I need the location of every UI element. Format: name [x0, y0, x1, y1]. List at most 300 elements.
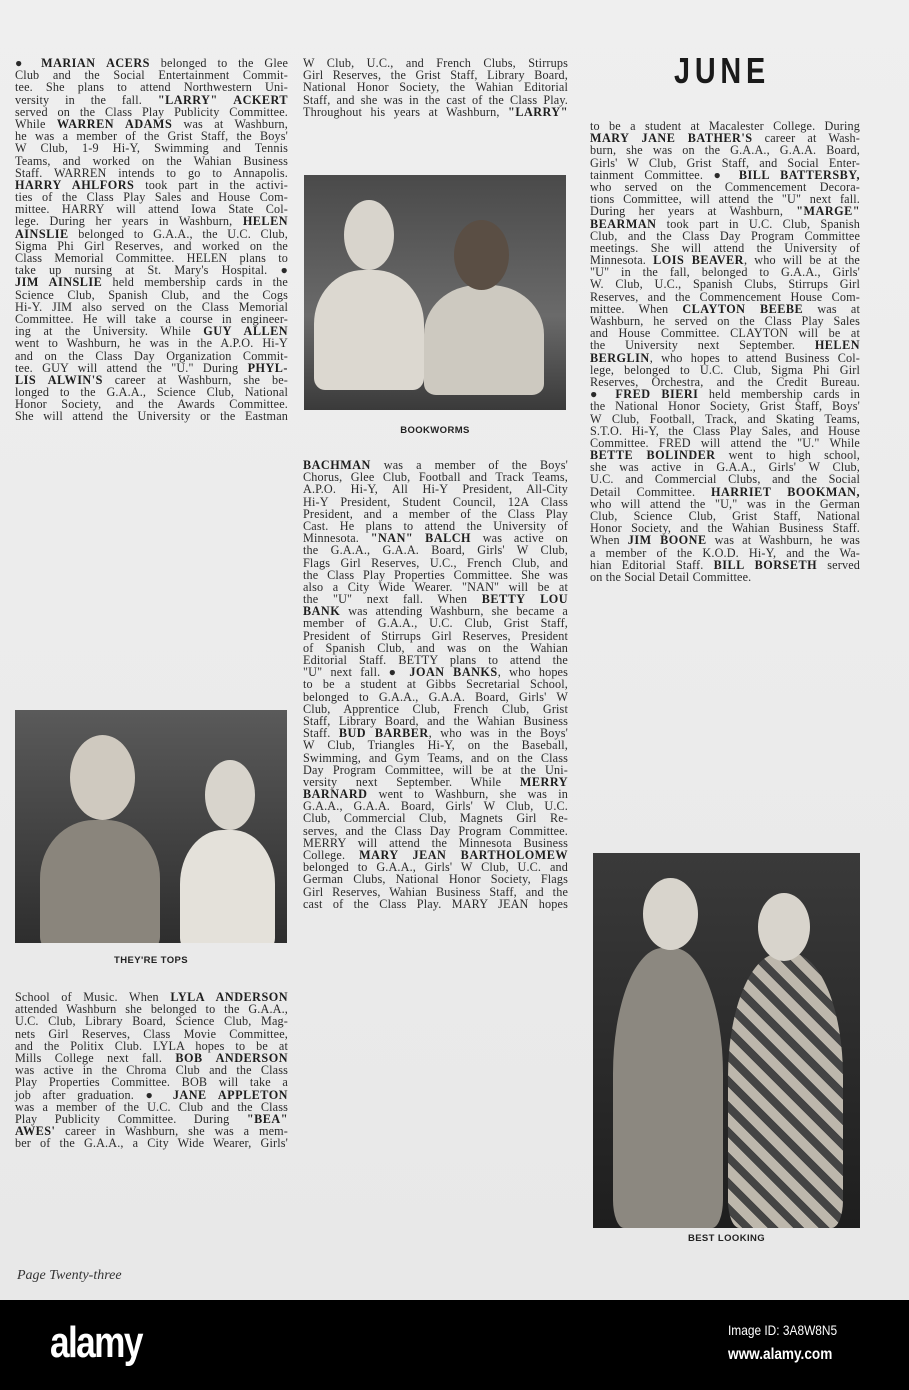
student-name: "MARGE" [796, 204, 860, 219]
text-run: W Club, U.C., and French Clubs, Stirrups [303, 56, 568, 70]
text-line [15, 272, 288, 290]
student-name: BARNARD [303, 787, 368, 802]
text-run: Club, Science Club, Grist Staff, National [590, 509, 860, 523]
text-line [15, 236, 288, 253]
text-line [15, 151, 288, 168]
text-run: was a member of the Boys' [370, 458, 568, 472]
text-line [590, 446, 860, 463]
text-line [15, 163, 288, 180]
text-line [590, 434, 860, 450]
text-line [15, 346, 288, 363]
text-line [590, 117, 860, 133]
text-line [15, 114, 288, 131]
student-name: MARIAN ACERS [41, 56, 150, 70]
text-line [15, 370, 288, 387]
text-run: went to Washburn, he was in the A.P.O. Hi-Y [15, 336, 288, 351]
text-run: on the Social Detail Committee. [590, 569, 752, 584]
watermark-footer [0, 1300, 909, 1390]
text-run: During her years at Washburn, [590, 204, 797, 219]
text-run: who will attend the "U," was in the German [590, 496, 860, 511]
text-line [590, 507, 860, 523]
text-run: President, and a member of the Class Play [303, 506, 568, 521]
text-line [303, 772, 568, 789]
text-run: member of G.A.A., U.C. Club, Grist Staff, [303, 616, 568, 631]
text-line [15, 1072, 288, 1090]
text-run: , who hopes [497, 665, 569, 680]
text-line [15, 285, 288, 302]
text-run: he was a member of the Grist Staff, the Boys' [15, 129, 288, 144]
text-run: ing at the University. While [15, 324, 204, 339]
text-line [590, 336, 860, 353]
text-run: Club, and the Class Day Program Committee [590, 228, 860, 243]
text-line [303, 760, 568, 777]
text-line [15, 199, 288, 217]
text-run: U.C. and Commercial Clubs, and the Social [590, 472, 860, 487]
text-run: Girls' W Club, Grist Staff, and Social Enter- [590, 155, 860, 170]
text-run: Girl Reserves, the Grist Staff, Library Board, [303, 68, 568, 83]
text-run: also a City Wide Wearer. "NAN" will be at [303, 579, 568, 594]
text-line [15, 175, 288, 192]
text-line [590, 483, 860, 499]
student-name: AWES' [15, 1124, 56, 1139]
text-run: Throughout his years at Washburn, [303, 104, 509, 119]
text-line [15, 138, 288, 156]
text-line [15, 1036, 288, 1053]
text-run: Girl Reserves, Wahian Business Staff, and the [303, 884, 568, 899]
text-line [303, 77, 568, 95]
column-2-bottom-text [303, 455, 569, 911]
text-line [15, 1048, 288, 1065]
student-name: BEARMAN [590, 216, 657, 231]
text-line [303, 638, 568, 655]
text-run: ● [15, 56, 42, 70]
student-name: BUD BARBER [338, 726, 429, 741]
text-run: versity next September. While [303, 774, 520, 789]
text-line [303, 699, 568, 716]
text-line [303, 613, 568, 631]
text-line [590, 324, 860, 341]
text-line [590, 410, 860, 426]
text-run: was at Washburn, [172, 116, 288, 131]
text-run: ● [590, 387, 616, 402]
text-run: Day Program Committee, will be at the Uni- [303, 762, 568, 777]
text-line [303, 102, 568, 119]
student-name: HARRIET BOOKMAN, [710, 484, 860, 499]
column-3-text [590, 117, 861, 584]
text-run: career at Wash- [752, 131, 860, 146]
text-run: Play Publicity Committee. During [15, 1111, 247, 1126]
text-run: School of Music. When [15, 990, 171, 1004]
text-line [303, 516, 568, 533]
student-name: BERGLIN [590, 350, 650, 365]
text-run: W Club, 1-9 Hi-Y, Swimming and Tennis [15, 141, 288, 156]
text-line [303, 626, 568, 643]
text-run: Flags Girl Reserves, U.C., French Club, and [303, 555, 568, 570]
text-line [15, 53, 289, 70]
alamy-logo: alamy [50, 1318, 142, 1367]
text-line [590, 495, 860, 511]
text-run: serves, and the Class Day Program Committee. [303, 823, 568, 838]
column-1-bottom-text [15, 987, 289, 1151]
page-number: Page Twenty-three [17, 1268, 122, 1283]
photo-bookworms [304, 175, 566, 410]
text-line [303, 894, 568, 911]
text-line [303, 553, 568, 570]
text-run: served [817, 557, 860, 572]
text-run: to be a student at Macalester College. During [590, 119, 860, 133]
text-line [590, 275, 860, 292]
text-line [303, 821, 568, 838]
text-run: Reserves, Orchestra, and the Credit Bureau. [590, 374, 860, 389]
text-line [303, 808, 568, 826]
text-line [590, 202, 860, 219]
text-line [15, 77, 288, 95]
text-run: she was active in G.A.A., Girls' W Club, [590, 460, 860, 475]
text-line [303, 601, 568, 619]
text-line [303, 540, 568, 558]
student-name: FRED BIERI [615, 387, 699, 402]
text-run: career at Washburn, she be- [102, 372, 288, 387]
text-line [303, 589, 568, 607]
text-run: a member of the K.O.D. Hi-Y, and the Wa- [590, 545, 860, 560]
text-run: German Clubs, National Honor Society, Flags [303, 872, 568, 887]
text-line [590, 288, 860, 304]
text-run: the University next September. [590, 338, 815, 353]
text-run: Staff, and she was in the cast of the Class Play. [303, 92, 568, 107]
student-name: MARY JANE BATHER'S [590, 131, 753, 146]
text-run: took part in the activi- [134, 177, 288, 192]
text-line [590, 263, 860, 280]
text-run: and on the Class Day Organization Commit- [15, 348, 288, 363]
text-line [15, 1097, 288, 1114]
column-1-top-text [15, 53, 289, 424]
text-run: and the Politix Club. LYLA hopes to be at [15, 1038, 288, 1053]
text-line [15, 126, 288, 144]
student-name: "BEA" [246, 1111, 288, 1126]
text-run: Honor Society, and the Awards Committee. [15, 397, 288, 412]
text-run: to be a student at Gibbs Secretarial School, [303, 677, 568, 692]
text-line [303, 723, 568, 741]
text-run: Minnesota. [303, 531, 371, 546]
text-run: attended Washburn she belonged to the G.A.A., [15, 1002, 288, 1017]
text-run: ties of the Class Play Sales and House Com- [15, 190, 288, 205]
text-line [15, 1060, 288, 1078]
text-line [303, 796, 568, 814]
text-run: was at Washburn, he was [706, 533, 861, 548]
student-name: CLAYTON BEEBE [682, 301, 804, 316]
text-line [15, 358, 288, 375]
text-line [15, 187, 288, 205]
text-run: held membership cards in [698, 387, 860, 402]
text-line [303, 687, 568, 704]
text-line [590, 385, 860, 402]
text-run: lege. During her years in Washburn, [15, 214, 243, 229]
text-line [15, 394, 288, 412]
text-line [303, 857, 568, 875]
student-name: BILL BATTERSBY, [738, 167, 860, 182]
text-run: was active on [471, 531, 568, 546]
text-run: Staff. WARREN intends to go to Annapolis. [15, 165, 288, 180]
text-run: While [15, 116, 57, 131]
text-run: Swimming, and Gym Teams, and on the Class [303, 750, 568, 765]
text-run: U.C. Club, Library Board, Science Club, Mag- [15, 1014, 288, 1029]
text-run: the Class Play Properties Committee. She was [303, 567, 568, 582]
text-run: took part in U.C. Club, Spanish [656, 216, 860, 231]
column-2-top-text [303, 53, 568, 119]
text-run: W. Club, U.C., Spanish Clubs, Stirrups Girl [590, 277, 860, 292]
text-line [303, 65, 568, 83]
month-heading: JUNE [674, 50, 771, 91]
text-line [590, 531, 861, 548]
text-run: A.P.O. Hi-Y, All Hi-Y President, All-City [303, 482, 568, 497]
text-run: Washburn, he served on the Class Play Sales [590, 314, 860, 328]
text-run: and House Committee. CLAYTON will be at [590, 326, 860, 341]
student-name: PHYL- [247, 360, 288, 375]
text-line [15, 102, 288, 119]
text-line [590, 239, 860, 255]
text-run: mittee. When [590, 301, 683, 316]
text-run: "U" next fall. ● [303, 665, 410, 680]
text-line [303, 577, 568, 594]
text-run: served on the Class Play Publicity Committee. [15, 104, 288, 119]
photo-theyre-tops [15, 710, 287, 943]
text-run: longed to the G.A.A., Science Club, National [15, 385, 288, 400]
image-id: Image ID: 3A8W8N5 [728, 1322, 838, 1338]
photo-best-looking [593, 853, 860, 1228]
text-line [303, 711, 568, 728]
text-line [15, 382, 288, 400]
student-name: BILL BORSETH [713, 557, 818, 572]
text-line [303, 528, 568, 546]
text-run: the National Honor Society, Grist Staff, Boys' [590, 399, 860, 414]
text-line [15, 406, 288, 424]
text-run: S.T.O. Hi-Y, the Class Play Sales, and House [590, 423, 860, 438]
text-run: "U" in the fall, belonged to G.A.A., Girls' [590, 265, 860, 280]
text-line [15, 333, 288, 351]
text-line [590, 227, 860, 243]
text-run: Minnesota. [590, 253, 654, 268]
text-line [590, 190, 860, 207]
text-line [590, 141, 860, 158]
student-name: HELEN [814, 338, 860, 353]
text-run: Staff. [303, 726, 339, 741]
text-run: tee. GUY will attend the "U." During [15, 360, 248, 375]
text-run: take up nursing at St. Mary's Hospital. ● [15, 263, 288, 278]
student-name: JIM AINSLIE [15, 275, 103, 290]
text-line [15, 1121, 288, 1139]
student-name: "LARRY" ACKERT [157, 92, 288, 107]
text-line [590, 300, 860, 316]
text-run: Play Properties Committee. BOB will take a [15, 1075, 288, 1090]
text-run: Hi-Y. JIM also served on the Class Memorial [15, 299, 288, 314]
student-name: AINSLIE [15, 226, 69, 241]
text-run: Cast. He plans to attend the University of [303, 518, 568, 533]
text-line [590, 373, 860, 389]
text-run: cast of the Class Play. MARY JEAN hopes [303, 896, 568, 911]
text-run: Editorial Staff. BETTY plans to attend the [303, 653, 568, 667]
student-name: "NAN" BALCH [370, 531, 472, 546]
text-line [303, 455, 568, 472]
student-name: BETTE BOLINDER [590, 448, 716, 463]
text-run: Honor Society, and the Wahian Business Staff. [590, 521, 860, 536]
text-run: the G.A.A., G.A.A. Board, Girls' W Club, [303, 543, 568, 558]
text-line [15, 248, 288, 265]
text-run: hian Editorial Staff. [590, 557, 714, 572]
text-line [15, 987, 289, 1004]
student-name: LIS ALWIN'S [15, 372, 103, 387]
text-run: Science Club, Spanish Club, and the Cogs [15, 287, 288, 302]
text-line [303, 845, 569, 862]
student-name: JIM BOONE [627, 533, 707, 548]
caption-theyre-tops: THEY'RE TOPS [114, 955, 188, 966]
student-name: WARREN ADAMS [56, 116, 173, 131]
text-line [590, 556, 860, 572]
text-run: was active in the Chroma Club and the Class [15, 1063, 288, 1078]
text-line [15, 309, 288, 326]
text-run: Chorus, Glee Club, Football and Track Teams, [303, 470, 568, 485]
student-name: LYLA ANDERSON [170, 990, 289, 1004]
text-line [303, 748, 568, 765]
text-run: went to high school, [715, 448, 860, 463]
text-run: MERRY will attend the Minnesota Business [303, 835, 568, 850]
text-run: Detail Committee. [590, 484, 711, 499]
text-run: Club, Apprentice Club, French Club, Grist [303, 701, 568, 716]
text-run: was at [803, 301, 860, 316]
text-run: President of Stirrups Girl Reserves, President [303, 628, 568, 643]
text-run: held membership cards in the [102, 275, 288, 290]
student-name: BANK [303, 604, 341, 619]
student-name: HELEN [242, 214, 288, 229]
text-line [590, 470, 860, 487]
text-line [590, 154, 860, 170]
text-line [15, 90, 288, 107]
text-run: tainment Committee. ● [590, 167, 739, 182]
website-url: www.alamy.com [728, 1346, 833, 1363]
text-line [303, 565, 568, 582]
text-run: Staff, Library Board, and the Wahian Business [303, 713, 568, 728]
text-run: nets Girl Reserves, Class Movie Committee, [15, 1026, 288, 1041]
text-run: Reserves, and the Commencement House Com- [590, 289, 860, 304]
text-line [590, 422, 860, 438]
text-run: National Honor Society, the Wahian Editorial [303, 80, 568, 95]
text-run: W Club, Triangles Hi-Y, on the Baseball, [303, 738, 568, 753]
text-line [303, 735, 568, 753]
text-line [303, 869, 568, 887]
text-run: was attending Washburn, she became a [340, 604, 568, 619]
text-line [303, 784, 568, 802]
text-line [15, 1085, 288, 1102]
student-name: JANE APPLETON [172, 1087, 288, 1102]
text-run: Teams, and worked on the Wahian Business [15, 153, 288, 168]
text-line [15, 321, 289, 339]
text-run: job after graduation. ● [15, 1087, 173, 1102]
student-name: BOB ANDERSON [175, 1050, 288, 1065]
text-line [590, 251, 860, 268]
text-line [303, 662, 569, 680]
text-line [590, 129, 860, 146]
text-line [15, 1024, 288, 1041]
text-line [15, 260, 288, 278]
student-name: GUY ALLEN [203, 324, 289, 339]
caption-bookworms: BOOKWORMS [400, 425, 470, 436]
text-run: tee. She plans to attend Northwestern Uni- [15, 80, 288, 95]
text-line [303, 882, 568, 899]
text-run: belonged to G.A.A., the U.C. Club, [68, 226, 288, 241]
text-run: Sigma Phi Girl Reserves, and worked on the [15, 238, 288, 253]
text-run: of Spanish Club, and was on the Wahian [303, 640, 568, 655]
text-line [15, 1133, 288, 1151]
text-line [590, 166, 860, 182]
text-run: was a member of the U.C. Club and the Class [15, 1099, 288, 1114]
text-run: career in Washburn, she was a mem- [55, 1124, 288, 1139]
text-line [590, 215, 860, 231]
text-run: College. [303, 848, 360, 862]
text-line [590, 458, 860, 475]
text-run: went to Washburn, she was in [367, 787, 568, 802]
text-run: belonged to the Glee [149, 56, 289, 70]
text-run: She will attend the University or the Eastman [15, 409, 288, 424]
text-line [15, 1011, 288, 1029]
text-run: who served on the Commencement Decora- [590, 179, 860, 194]
text-line [303, 90, 568, 107]
student-name: MARY JEAN BARTHOLOMEW [359, 848, 569, 862]
text-run: ber of the G.A.A., a City Wide Wearer, Girls' [15, 1136, 288, 1151]
text-line [303, 492, 568, 509]
text-line [303, 479, 568, 497]
text-run: Class Memorial Committee. HELEN plans to [15, 251, 288, 265]
text-run: , who will be at the [743, 253, 860, 268]
text-line [15, 1109, 288, 1126]
student-name: BETTY LOU [481, 592, 568, 607]
text-run: Club and the Social Entertainment Commit- [15, 68, 288, 83]
text-line [590, 361, 860, 377]
text-line [590, 519, 860, 536]
text-run: burn, she was on the G.A.A., G.A.A. Board, [590, 143, 860, 158]
text-run: Club, Commercial Club, Magnets Girl Re- [303, 811, 568, 826]
text-run: Mills College next fall. [15, 1050, 176, 1065]
text-line [303, 674, 568, 692]
text-run: mittee. HARRY will attend Iowa State Col- [15, 202, 288, 217]
text-line [303, 53, 568, 70]
text-run: meetings. She will attend the University of [590, 240, 860, 255]
text-line [590, 178, 860, 194]
student-name: "LARRY" [508, 104, 568, 119]
student-name: JOAN BANKS [409, 665, 498, 680]
student-name: HARRY AHLFORS [15, 177, 135, 192]
text-line [15, 999, 288, 1017]
text-run: belonged to G.A.A., Girls' W Club, U.C. and [303, 860, 568, 875]
text-line [590, 312, 860, 328]
text-line [303, 833, 568, 850]
text-run: , who hopes to attend Business Col- [649, 350, 860, 365]
text-run: Hi-Y President, Student Council, 12A Class [303, 494, 568, 509]
text-run: tions Committee, will attend the "U" next fall. [590, 192, 860, 207]
caption-best-looking: BEST LOOKING [687, 1233, 766, 1244]
text-run: When [590, 533, 628, 548]
text-run: W Club, Football, Track, and Skating Teams, [590, 411, 860, 426]
student-name: BACHMAN [303, 458, 371, 472]
text-run: Committee. FRED will attend the "U." While [590, 435, 860, 450]
text-line [590, 349, 860, 365]
text-line [303, 650, 568, 667]
text-run: Committee. He will take a course in engineer- [15, 311, 288, 326]
text-line [15, 297, 288, 314]
text-line [303, 467, 568, 485]
text-line [590, 544, 860, 560]
text-run: lege, belonged to U.C. Club, Sigma Phi Girl [590, 362, 860, 377]
text-line [15, 211, 288, 229]
text-run: versity in the fall. [15, 92, 158, 107]
